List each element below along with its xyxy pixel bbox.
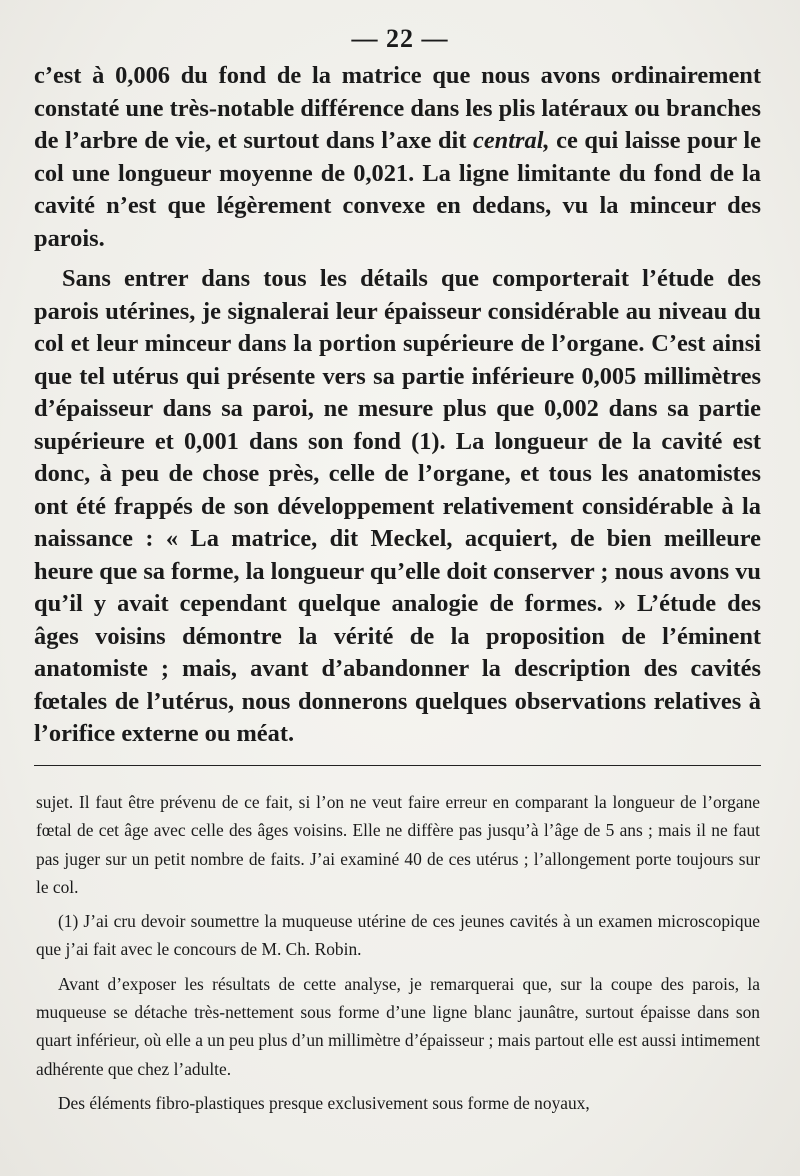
footnote-1-paragraph-3: Des éléments fibro-plastiques presque exclusivement sous forme de noyaux, (58, 1092, 590, 1113)
footnote-1-paragraph-2: Avant d’exposer les résultats de cette analyse, je remarquerai que, sur la coupe des parois, la muqueuse se détache très-nettement sous forme d’une ligne blanc jaunâtre, surtout épaisse dans son quart inférieur, où elle a un peu plus d’un millimètre d’épaisseur ; mais partout elle est aussi intimement adhérente que chez l’adulte. (36, 973, 760, 1079)
page-number: — 22 — (351, 24, 449, 53)
footnotes (36, 788, 760, 1117)
italic-term: central, (473, 127, 550, 154)
paragraph-1-start: c’est à 0,006 du fond de la matrice que nous avons ordinairement constaté une très-notable différence dans les plis latéraux ou branches de l’arbre de vie, et surtout dans l’axe dit (34, 62, 761, 154)
footnote-1: (1) J’ai cru devoir soumettre la muqueuse utérine de ces jeunes cavités à un examen microscopique que j’ai fait avec le concours de M. Ch. Robin. (36, 911, 760, 960)
main-paragraph-2: Sans entrer dans tous les détails que comporterait l’étude des parois utérines, je signalerai leur épaisseur considérable au niveau du col et leur minceur dans la portion supérieure de l’organe. C’est ainsi que tel utérus qui présente vers sa partie inférieure 0,005 millimètres d’épaisseur dans sa paroi, ne mesure plus que 0,002 dans sa partie supérieure et 0,001 dans son fond (1). La longueur de la cavité est donc, à peu de chose près, celle de l’organe, et tous les anatomistes ont été frappés de son développement relativement considérable à la naissance : « La matrice, dit Meckel, acquiert, de bien meilleure heure que sa forme, la longueur qu’elle doit conserver ; nous avons vu qu’il y avait cependant quelque analogie de formes. » L’étude des âges voisins démontre la vérité de la proposition de l’éminent anatomiste ; mais, avant d’abandonner la description des cavités fœtales de l’utérus, nous donnerons quelques observations relatives à l’orifice externe ou méat. (34, 265, 762, 747)
paragraph-1-end: ce qui laisse pour le col une longueur moyenne de 0,021. La ligne limitante du fond de la cavité n’est que légèrement convexe en dedans, vu la minceur des parois. (34, 127, 762, 252)
main-paragraph-1 (34, 60, 761, 255)
main-text (34, 60, 761, 751)
footnote-continuation: sujet. Il faut être prévenu de ce fait, si l’on ne veut faire erreur en comparant la longueur de l’organe fœtal de cet âge avec celle des âges voisins. Elle ne diffère pas jusqu’à l’âge de 5 ans ; mais il ne faut pas juger sur un petit nombre de faits. J’ai examiné 40 de ces utérus ; l’allongement porte toujours sur le col. (36, 792, 760, 897)
footnote-separator (34, 765, 761, 766)
